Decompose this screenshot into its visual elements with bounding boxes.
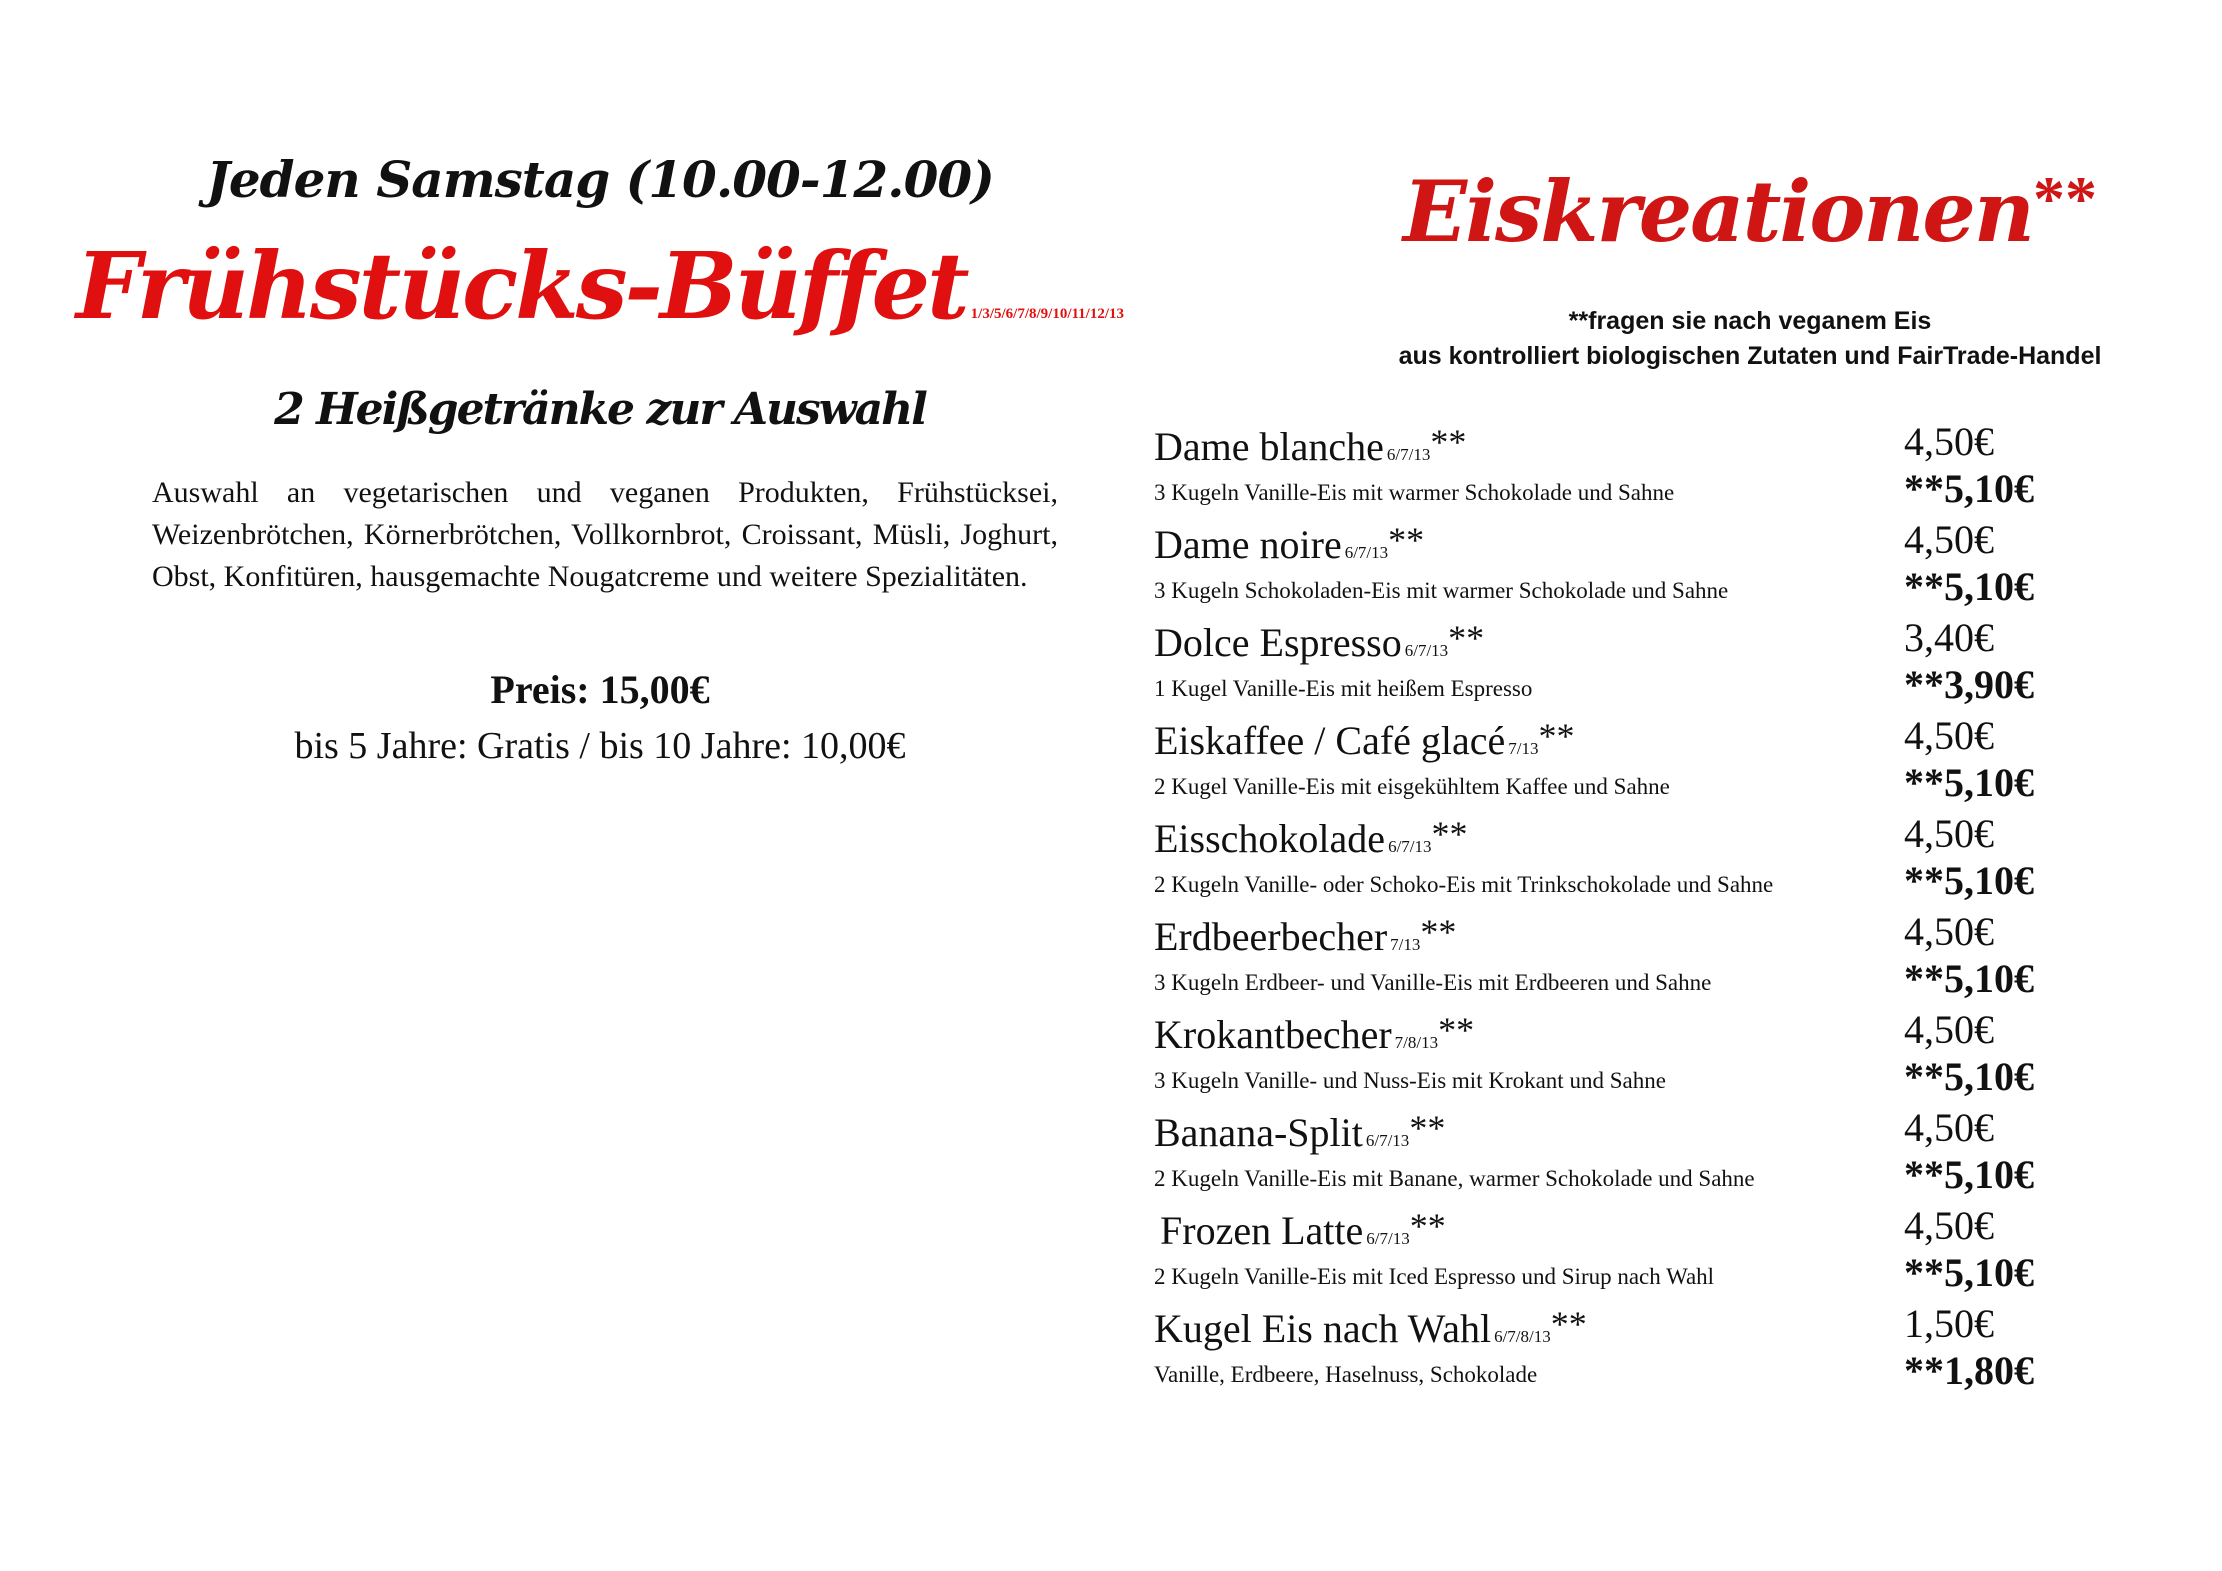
breakfast-schedule: Jeden Samstag (10.00-12.00) <box>206 150 994 209</box>
menu-item-price-alt: **5,10€ <box>1904 1250 2034 1295</box>
breakfast-title: Frühstücks-Büffet <box>75 232 967 340</box>
menu-item-allergens: 6/7/13 <box>1366 1229 1410 1248</box>
ice-title-line <box>1150 162 2222 261</box>
menu-item <box>1154 1100 2054 1198</box>
menu-item-name: Krokantbecher <box>1154 1012 1392 1057</box>
menu-item <box>1154 414 2054 512</box>
menu-item-price: 4,50€ <box>1904 713 1994 758</box>
menu-item-name-row <box>1154 1296 1587 1352</box>
menu-item-price-alt: **5,10€ <box>1904 1054 2034 1099</box>
menu-item-allergens: 6/7/13 <box>1365 1131 1410 1150</box>
menu-item-star: ** <box>1448 618 1485 658</box>
menu-item-description: 3 Kugeln Vanille- und Nuss-Eis mit Krokant und Sahne <box>1154 1068 1666 1093</box>
menu-item <box>1154 1296 2054 1394</box>
menu-item-star: ** <box>1438 1010 1475 1050</box>
vegan-note <box>1150 304 2222 374</box>
menu-item-allergens: 7/13 <box>1390 935 1421 954</box>
menu-item-price: 4,50€ <box>1904 517 1994 562</box>
menu-item-price: 4,50€ <box>1904 1007 1994 1052</box>
menu-item-name: Kugel Eis nach Wahl <box>1154 1306 1492 1351</box>
menu-item-name-row <box>1154 512 1424 568</box>
menu-item-star: ** <box>1431 814 1468 854</box>
menu-item-price: 4,50€ <box>1904 1203 1994 1248</box>
menu-item-allergens: 6/7/13 <box>1388 837 1432 856</box>
menu-item-name-row <box>1154 806 1468 862</box>
menu-item <box>1154 708 2054 806</box>
menu-item-price-alt: **5,10€ <box>1904 760 2034 805</box>
menu-item-allergens: 6/7/13 <box>1386 445 1431 464</box>
menu-item-star: ** <box>1538 716 1575 756</box>
vegan-note-line1: **fragen sie nach veganem Eis <box>1568 307 1932 335</box>
menu-item-allergens: 6/7/13 <box>1404 641 1449 660</box>
vegan-note-line2: aus kontrolliert biologischen Zutaten und FairTrade-Handel <box>1398 342 2102 370</box>
menu-item-star: ** <box>1409 1108 1446 1148</box>
breakfast-drinks: 2 Heißgetränke zur Auswahl <box>274 384 926 435</box>
menu-item-star: ** <box>1409 1206 1446 1246</box>
menu-item-star: ** <box>1388 520 1425 560</box>
menu-item-star: ** <box>1430 422 1467 462</box>
menu-item-price-alt: **5,10€ <box>1904 564 2034 609</box>
menu-item <box>1154 806 2054 904</box>
menu-item-name: Dolce Espresso <box>1154 620 1402 665</box>
menu-item-description: 2 Kugeln Vanille- oder Schoko-Eis mit Trinkschokolade und Sahne <box>1154 872 1774 897</box>
menu-item <box>1154 1198 2054 1296</box>
menu-item-allergens: 6/7/8/13 <box>1494 1327 1551 1346</box>
menu-item-price: 4,50€ <box>1904 1105 1994 1150</box>
menu-item-price-alt: **5,10€ <box>1904 1152 2034 1197</box>
menu-item-allergens: 7/13 <box>1508 739 1539 758</box>
menu-item-description: 2 Kugeln Vanille-Eis mit Banane, warmer Schokolade und Sahne <box>1154 1166 1755 1191</box>
menu-item-description: 2 Kugel Vanille-Eis mit eisgekühltem Kaffee und Sahne <box>1154 774 1670 799</box>
menu-item-price-alt: **5,10€ <box>1904 858 2034 903</box>
menu-item-description: 3 Kugeln Schokoladen-Eis mit warmer Schokolade und Sahne <box>1154 578 1729 603</box>
menu-item-name: Banana-Split <box>1154 1110 1363 1155</box>
menu-item-name-row <box>1154 610 1484 666</box>
menu-item-name: Dame noire <box>1154 522 1342 567</box>
menu-item-price-alt: **5,10€ <box>1904 466 2034 511</box>
breakfast-price: Preis: 15,00€ <box>490 667 710 712</box>
menu-item <box>1154 1002 2054 1100</box>
menu-item-star: ** <box>1420 912 1457 952</box>
menu-item-description: 3 Kugeln Vanille-Eis mit warmer Schokolade und Sahne <box>1154 480 1675 505</box>
ice-menu-list <box>1154 414 2054 1394</box>
menu-item-description: 1 Kugel Vanille-Eis mit heißem Espresso <box>1154 676 1533 701</box>
menu-item-allergens: 6/7/13 <box>1344 543 1389 562</box>
menu-item-price: 4,50€ <box>1904 419 1994 464</box>
menu-item-name-row <box>1154 904 1456 960</box>
menu-item-price-alt: **5,10€ <box>1904 956 2034 1001</box>
menu-item <box>1154 610 2054 708</box>
ice-title: Eiskreationen <box>1403 162 2033 261</box>
menu-item <box>1154 512 2054 610</box>
menu-item-price: 1,50€ <box>1904 1301 1994 1346</box>
menu-item-star: ** <box>1550 1304 1587 1344</box>
breakfast-title-line <box>0 232 1200 340</box>
breakfast-description: Auswahl an vegetarischen und veganen Produkten, Frühstücksei, Weizenbrötchen, Körnerbrötchen, Vollkornbrot, Croissant, Müsli, Joghurt, Obst, Konfitüren, hausgemachte Nougatcreme und weitere Spezialitäten. <box>152 476 1058 593</box>
menu-item-price: 4,50€ <box>1904 909 1994 954</box>
menu-item-name: Eisschokolade <box>1154 816 1386 861</box>
menu-item-description: 2 Kugeln Vanille-Eis mit Iced Espresso und Sirup nach Wahl <box>1154 1264 1715 1289</box>
menu-item-name-row <box>1154 414 1466 470</box>
ice-title-mark: ** <box>2032 163 2097 234</box>
menu-item-price: 4,50€ <box>1904 811 1994 856</box>
breakfast-kids-price: bis 5 Jahre: Gratis / bis 10 Jahre: 10,00€ <box>294 725 906 767</box>
menu-item-name: Dame blanche <box>1154 424 1384 469</box>
menu-item-price-alt: **3,90€ <box>1904 662 2034 707</box>
menu-item-name-row <box>1160 1198 1446 1254</box>
menu-item-name: Frozen Latte <box>1160 1208 1364 1253</box>
menu-item-description: Vanille, Erdbeere, Haselnuss, Schokolade <box>1154 1362 1538 1387</box>
menu-item-price: 3,40€ <box>1904 615 1994 660</box>
breakfast-allergens: 1/3/5/6/7/8/9/10/11/12/13 <box>970 306 1125 322</box>
menu-item-name: Erdbeerbecher <box>1154 914 1388 959</box>
menu-item <box>1154 904 2054 1002</box>
menu-item-name: Eiskaffee / Café glacé <box>1154 718 1506 763</box>
menu-item-description: 3 Kugeln Erdbeer- und Vanille-Eis mit Erdbeeren und Sahne <box>1154 970 1712 995</box>
menu-item-price-alt: **1,80€ <box>1904 1348 2034 1393</box>
menu-item-allergens: 7/8/13 <box>1394 1033 1439 1052</box>
menu-item-name-row <box>1154 708 1575 764</box>
menu-item-name-row <box>1154 1100 1445 1156</box>
menu-item-name-row <box>1154 1002 1474 1058</box>
